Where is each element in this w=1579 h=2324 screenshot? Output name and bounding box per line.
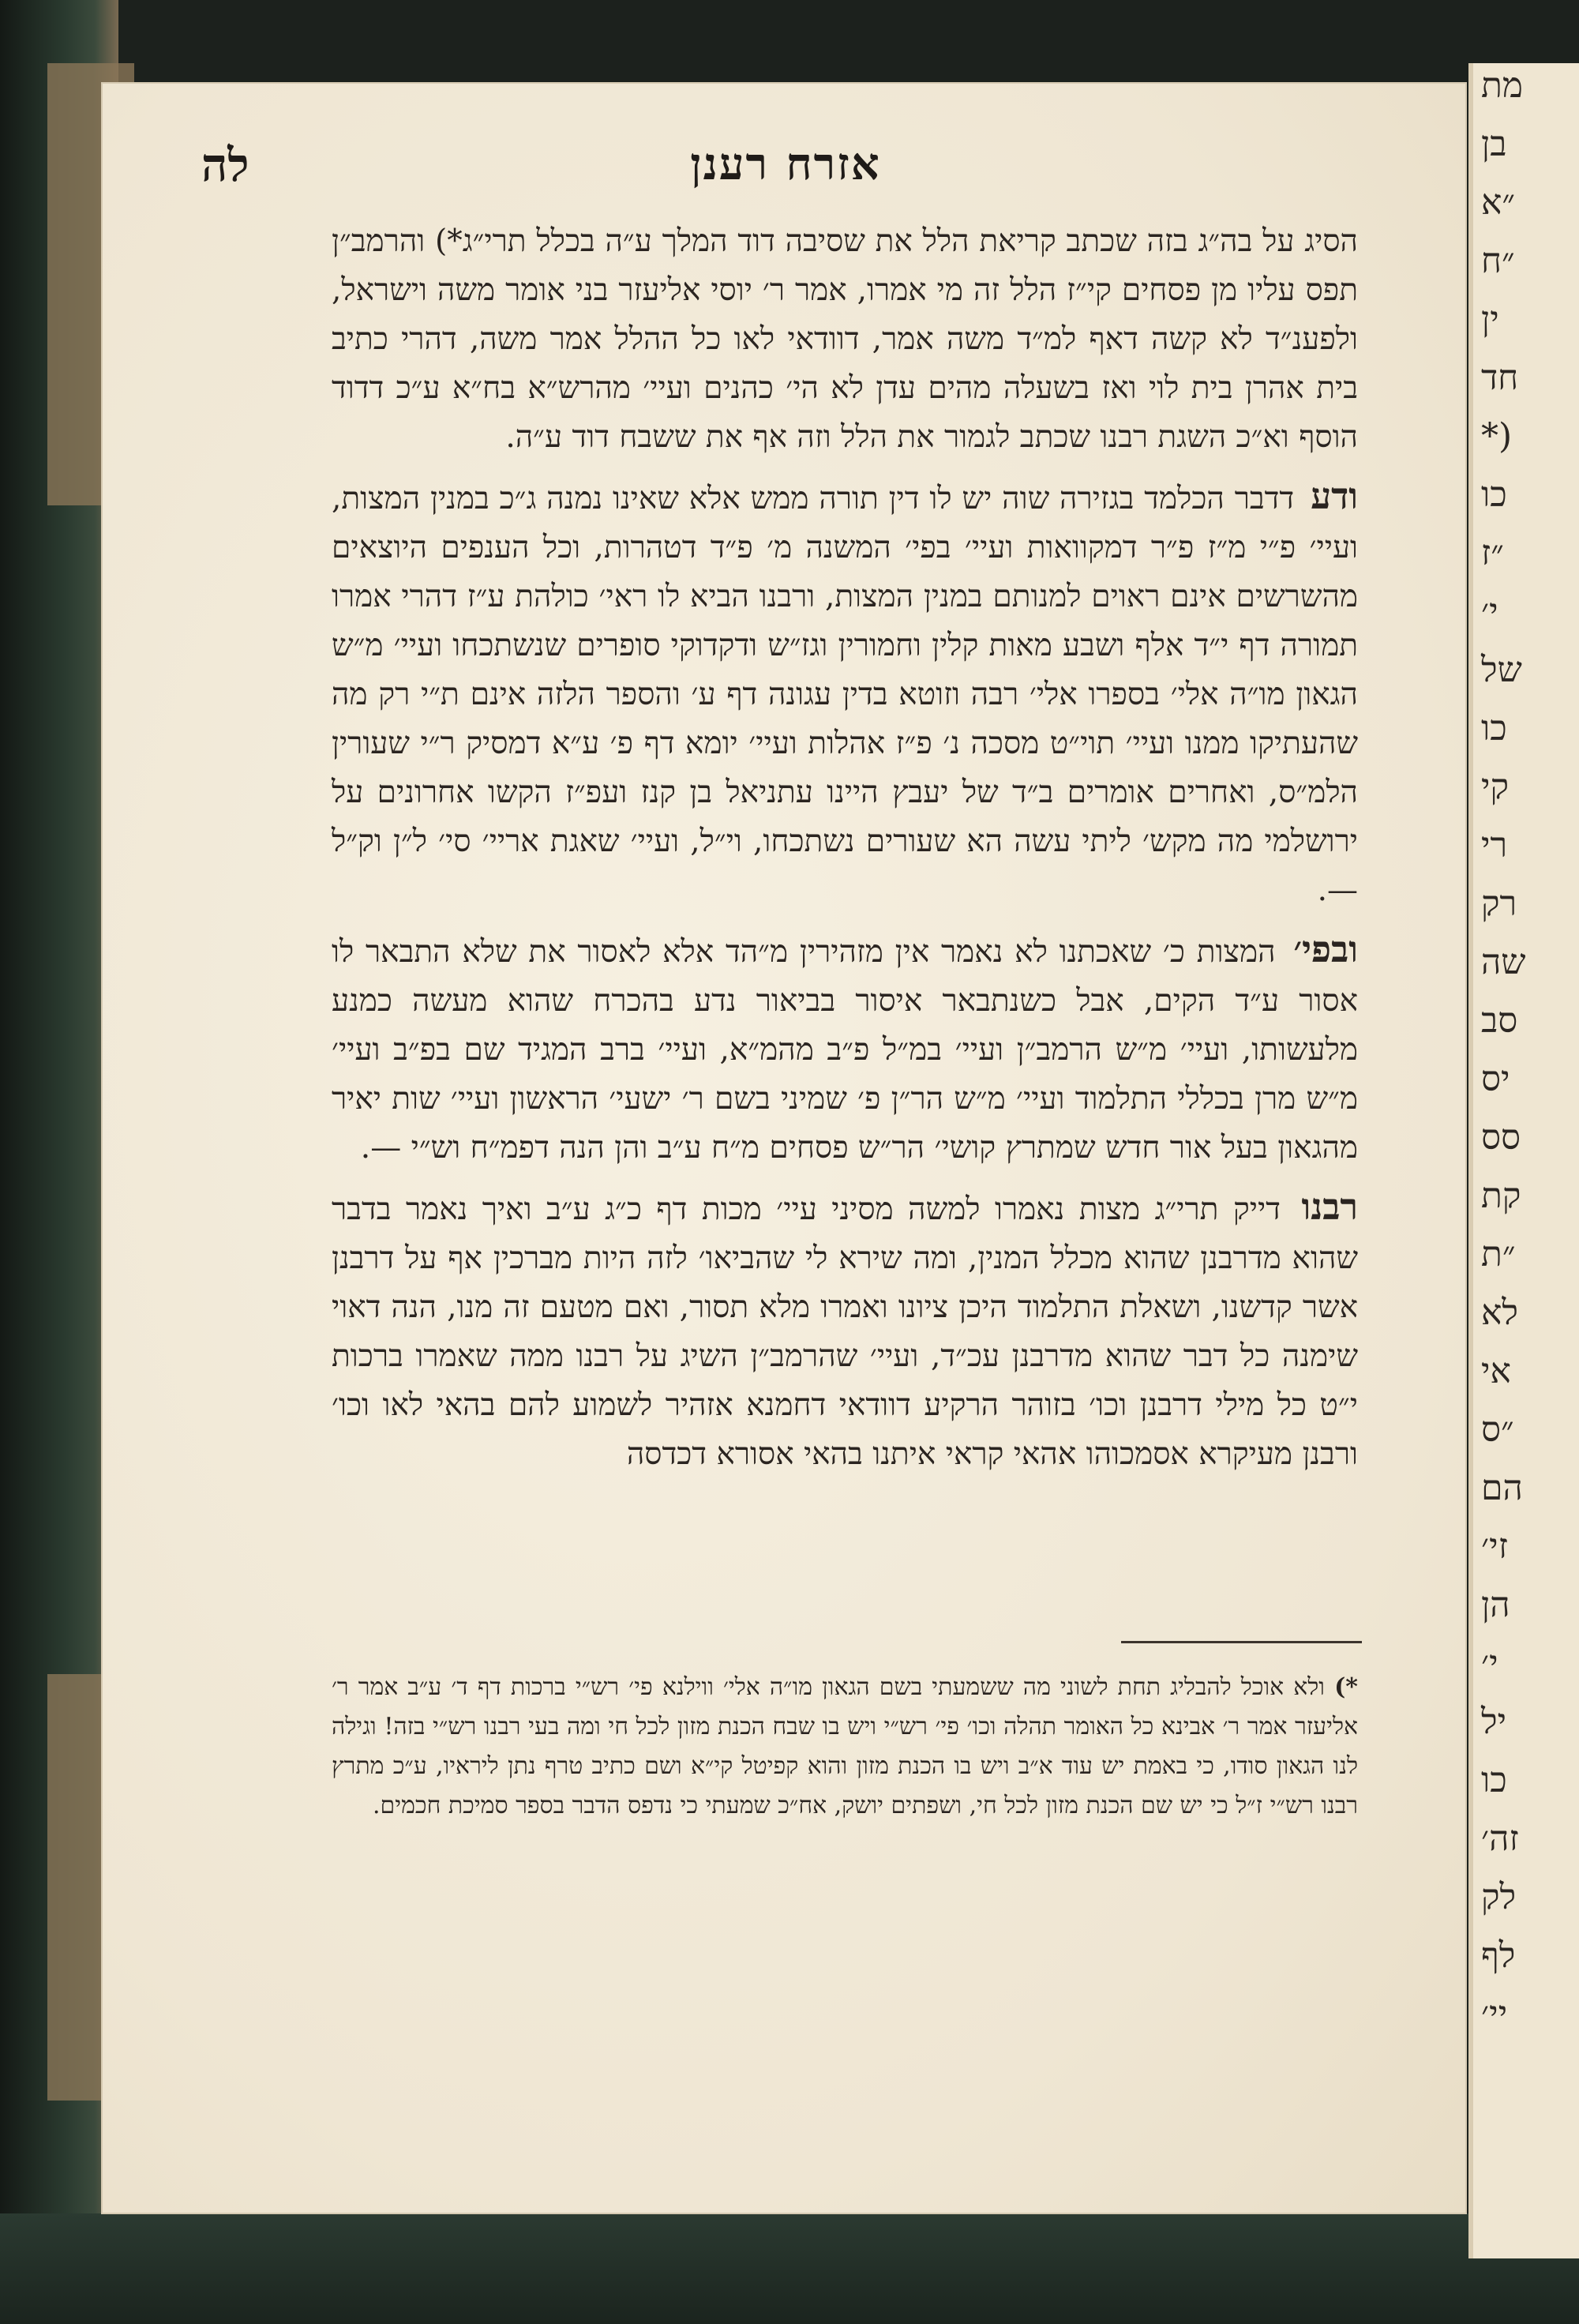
adjacent-page-fragment: מת xyxy=(1481,66,1523,106)
adjacent-page-fragment: ין xyxy=(1481,299,1499,340)
adjacent-page-fragment: יס xyxy=(1481,1059,1510,1099)
book-cover-edge xyxy=(0,2213,1579,2324)
adjacent-page-fragment: ״ת xyxy=(1481,1234,1516,1275)
paragraph xyxy=(332,471,1358,915)
adjacent-page-fragment: של xyxy=(1481,650,1522,690)
adjacent-page-fragment: הן xyxy=(1481,1585,1510,1625)
adjacent-page-fragment: לף xyxy=(1481,1935,1516,1976)
adjacent-page-fragment: שה xyxy=(1481,942,1526,982)
page-header xyxy=(201,138,1370,209)
adjacent-page-fragment: לא xyxy=(1481,1293,1518,1333)
adjacent-page-fragment: רי xyxy=(1481,825,1508,865)
paragraph xyxy=(332,217,1358,462)
adjacent-page-fragment: חד xyxy=(1481,358,1519,398)
adjacent-page-fragment: הם xyxy=(1481,1468,1523,1508)
paragraph xyxy=(332,925,1358,1173)
adjacent-page-fragment: אי xyxy=(1481,1351,1511,1391)
lead-word: רבנו xyxy=(1301,1185,1358,1228)
adjacent-page-fragment: קי xyxy=(1481,767,1510,807)
footnote-marker: *) xyxy=(1334,1673,1358,1701)
main-text xyxy=(332,217,1358,1489)
adjacent-page-fragment: יי׳ xyxy=(1481,1994,1508,2034)
adjacent-page-fragment: כו xyxy=(1481,708,1507,749)
adjacent-page-fragment: סס xyxy=(1481,1117,1521,1158)
paragraph-text: המצות כ׳ שאכתנו לא נאמר אין מזהירין מ״הד אלא לאסור את שלא התבאר לו אסור ע״ד הקים, אבל כשנתבאר איסור בביאור נדע בהכרח שהוא מעשה כמנע מלעשותו, ועיי׳ מ״ש הרמב״ן ועיי׳ במ״ל פ״ב מהמ״א, ועיי׳ ברב המגיד שם בפ״ב ועיי׳ מ״ש מרן בכללי התלמוד ועיי׳ מ״ש הר״ן פ׳ שמיני בשם ר׳ ישעי׳ הראשון ועיי׳ שות יאיר מהגאון בעל אור חדש שמתרץ קושי׳ הר״ש פסחים מ״ח ע״ב והן הנה דפמ״ח וש״י —. xyxy=(332,934,1358,1166)
paragraph-text: דייק תרי״ג מצות נאמרו למשה מסיני עיי׳ מכות דף כ״ג ע״ב ואיך נאמר בדבר שהוא מדרבנן שהוא מכלל המנין, ומה שירא לי שהביאו׳ לזה היות מברכין אף על דרבנן אשר קדשנו, ושאלת התלמוד היכן ציונו ואמרו מלא תסור, ואם מטעם זה מנו, הנה דאוי שימנה כל דבר שהוא מדרבנן עכ״ד, ועיי׳ שהרמב״ן השיג על רבנו ממה שאמרו ברכות י״ט כל מילי דרבנן וכו׳ בזוהר הרקיע דוודאי דחמנא אזהיר לשמוע להם בהאי לאו וכו׳ ורבנן מעיקרא אסמכוהו אהאי קראי איתנו בהאי אסורא דכדסה xyxy=(332,1192,1358,1472)
adjacent-page-fragment: קת xyxy=(1481,1176,1521,1216)
adjacent-page-fragment: זה׳ xyxy=(1481,1819,1519,1859)
adjacent-page-fragment: י׳ xyxy=(1481,591,1498,632)
lead-word: ובפי׳ xyxy=(1293,928,1358,971)
lead-word: ודע xyxy=(1311,475,1358,517)
adjacent-page-fragment: ״א xyxy=(1481,182,1516,223)
paragraph xyxy=(332,1182,1358,1479)
adjacent-page-fragment: ״ס xyxy=(1481,1410,1514,1450)
adjacent-page-fragment: כו xyxy=(1481,1760,1507,1800)
footnote-divider xyxy=(1121,1641,1362,1643)
footnote xyxy=(332,1668,1358,1826)
adjacent-page-fragment: יל xyxy=(1481,1702,1507,1742)
adjacent-page-fragment: ״ח xyxy=(1481,241,1515,281)
adjacent-page-fragment: ״ז xyxy=(1481,533,1504,573)
adjacent-page-edge xyxy=(1468,63,1579,2258)
adjacent-page-fragment: כו xyxy=(1481,475,1507,515)
paragraph-text: הסיג על בה״ג בזה שכתב קריאת הלל את שסיבה דוד המלך ע״ה בכלל תרי״ג*) והרמב״ן תפס עליו מן פסחים קי״ז הלל זה מי אמרו, אמר ר׳ יוסי אליעזר בני אומר משה וישראל, ולפענ״ד לא קשה דאף למ״ד משה אמר, דוודאי לאו כל ההלל אמר משה, דהרי כתיב בית אהרן בית לוי ואז בשעלה מהים עדן לא הי׳ כהנים ועיי׳ מהרש״א בח״א ע״כ דדוד הוסף וא״כ השגת רבנו שכתב לגמור את הלל וזה אף את ששבח דוד ע״ה. xyxy=(332,223,1358,455)
footnote-text: ולא אוכל להבליג תחת לשוני מה ששמעתי בשם הגאון מו״ה אלי׳ ווילנא פי׳ רש״י ברכות דף ד׳ ע״ב אמר ר׳ אליעזר אמר ר׳ אבינא כל האומר תהלה וכו׳ פי׳ רש״י ויש בו שבח הכנת מזון לכל חי ומה בעי רבנו רש״י בזה! וגילה לנו הגאון סודו, כי באמת יש עוד א״ב ויש בו הכנת מזון והוא קפיטל קי״א ושם כתיב טרף נתן ליראיו, ע״כ מתרץ רבנו רש״י ז״ל כי יש שם הכנת מזון לכל חי, ושפתים יושק, אח״כ שמעתי כי נדפס הדבר בספר סמיכת חכמים. xyxy=(332,1673,1358,1819)
adjacent-page-fragment: רק xyxy=(1481,884,1517,924)
page-number: לה xyxy=(201,138,249,192)
paragraph-text: דדבר הכלמד בגזירה שוה יש לו דין תורה ממש אלא שאינו נמנה ג״כ במנין המצות, ועיי׳ פ״י מ״ז פ״ר דמקוואות ועיי׳ בפי׳ המשנה מ׳ פ״ד דטהרות, וכל הענפים היוצאים מהשרשים אינם ראוים למנותם במנין המצות, ורבנו הביא לו ראי׳ כולהת ע״ז דהרי אמרו תמורה דף י״ד אלף ושבע מאות קלין וחמורין וגז״ש ודקדוקי סופרים שנשתכחו ועיי׳ מ״ש הגאון מו״ה אלי׳ בספרו אלי׳ רבה וזוטא בדין עגונה דף ע׳ והספר הלזה אינם ת״י רק מה שהעתיקו ממנו ועיי׳ תוי״ט מסכה נ׳ פ״ז אהלות ועיי׳ יומא דף פ׳ ע״א דמסיק ר״י שעורין הלמ״ס, ואחרים אומרים ב״ד של יעבץ היינו עתניאל בן קנז ועפ״ז הקשו אחרונים על ירושלמי מה מקש׳ ליתי עשה הא שעורים נשתכחו, וי״ל, ועיי׳ שאגת אריי׳ סי׳ ל״ן וק״ל —. xyxy=(332,481,1358,908)
adjacent-page-fragment: *) xyxy=(1481,416,1513,456)
adjacent-page-fragment: זי׳ xyxy=(1481,1526,1508,1567)
adjacent-page-fragment: לק xyxy=(1481,1877,1517,1917)
running-title: אזרח רענן xyxy=(690,138,881,190)
adjacent-page-fragment: בן xyxy=(1481,124,1507,164)
adjacent-page-fragment: סב xyxy=(1481,1001,1518,1041)
adjacent-page-fragment: י׳ xyxy=(1481,1643,1498,1684)
